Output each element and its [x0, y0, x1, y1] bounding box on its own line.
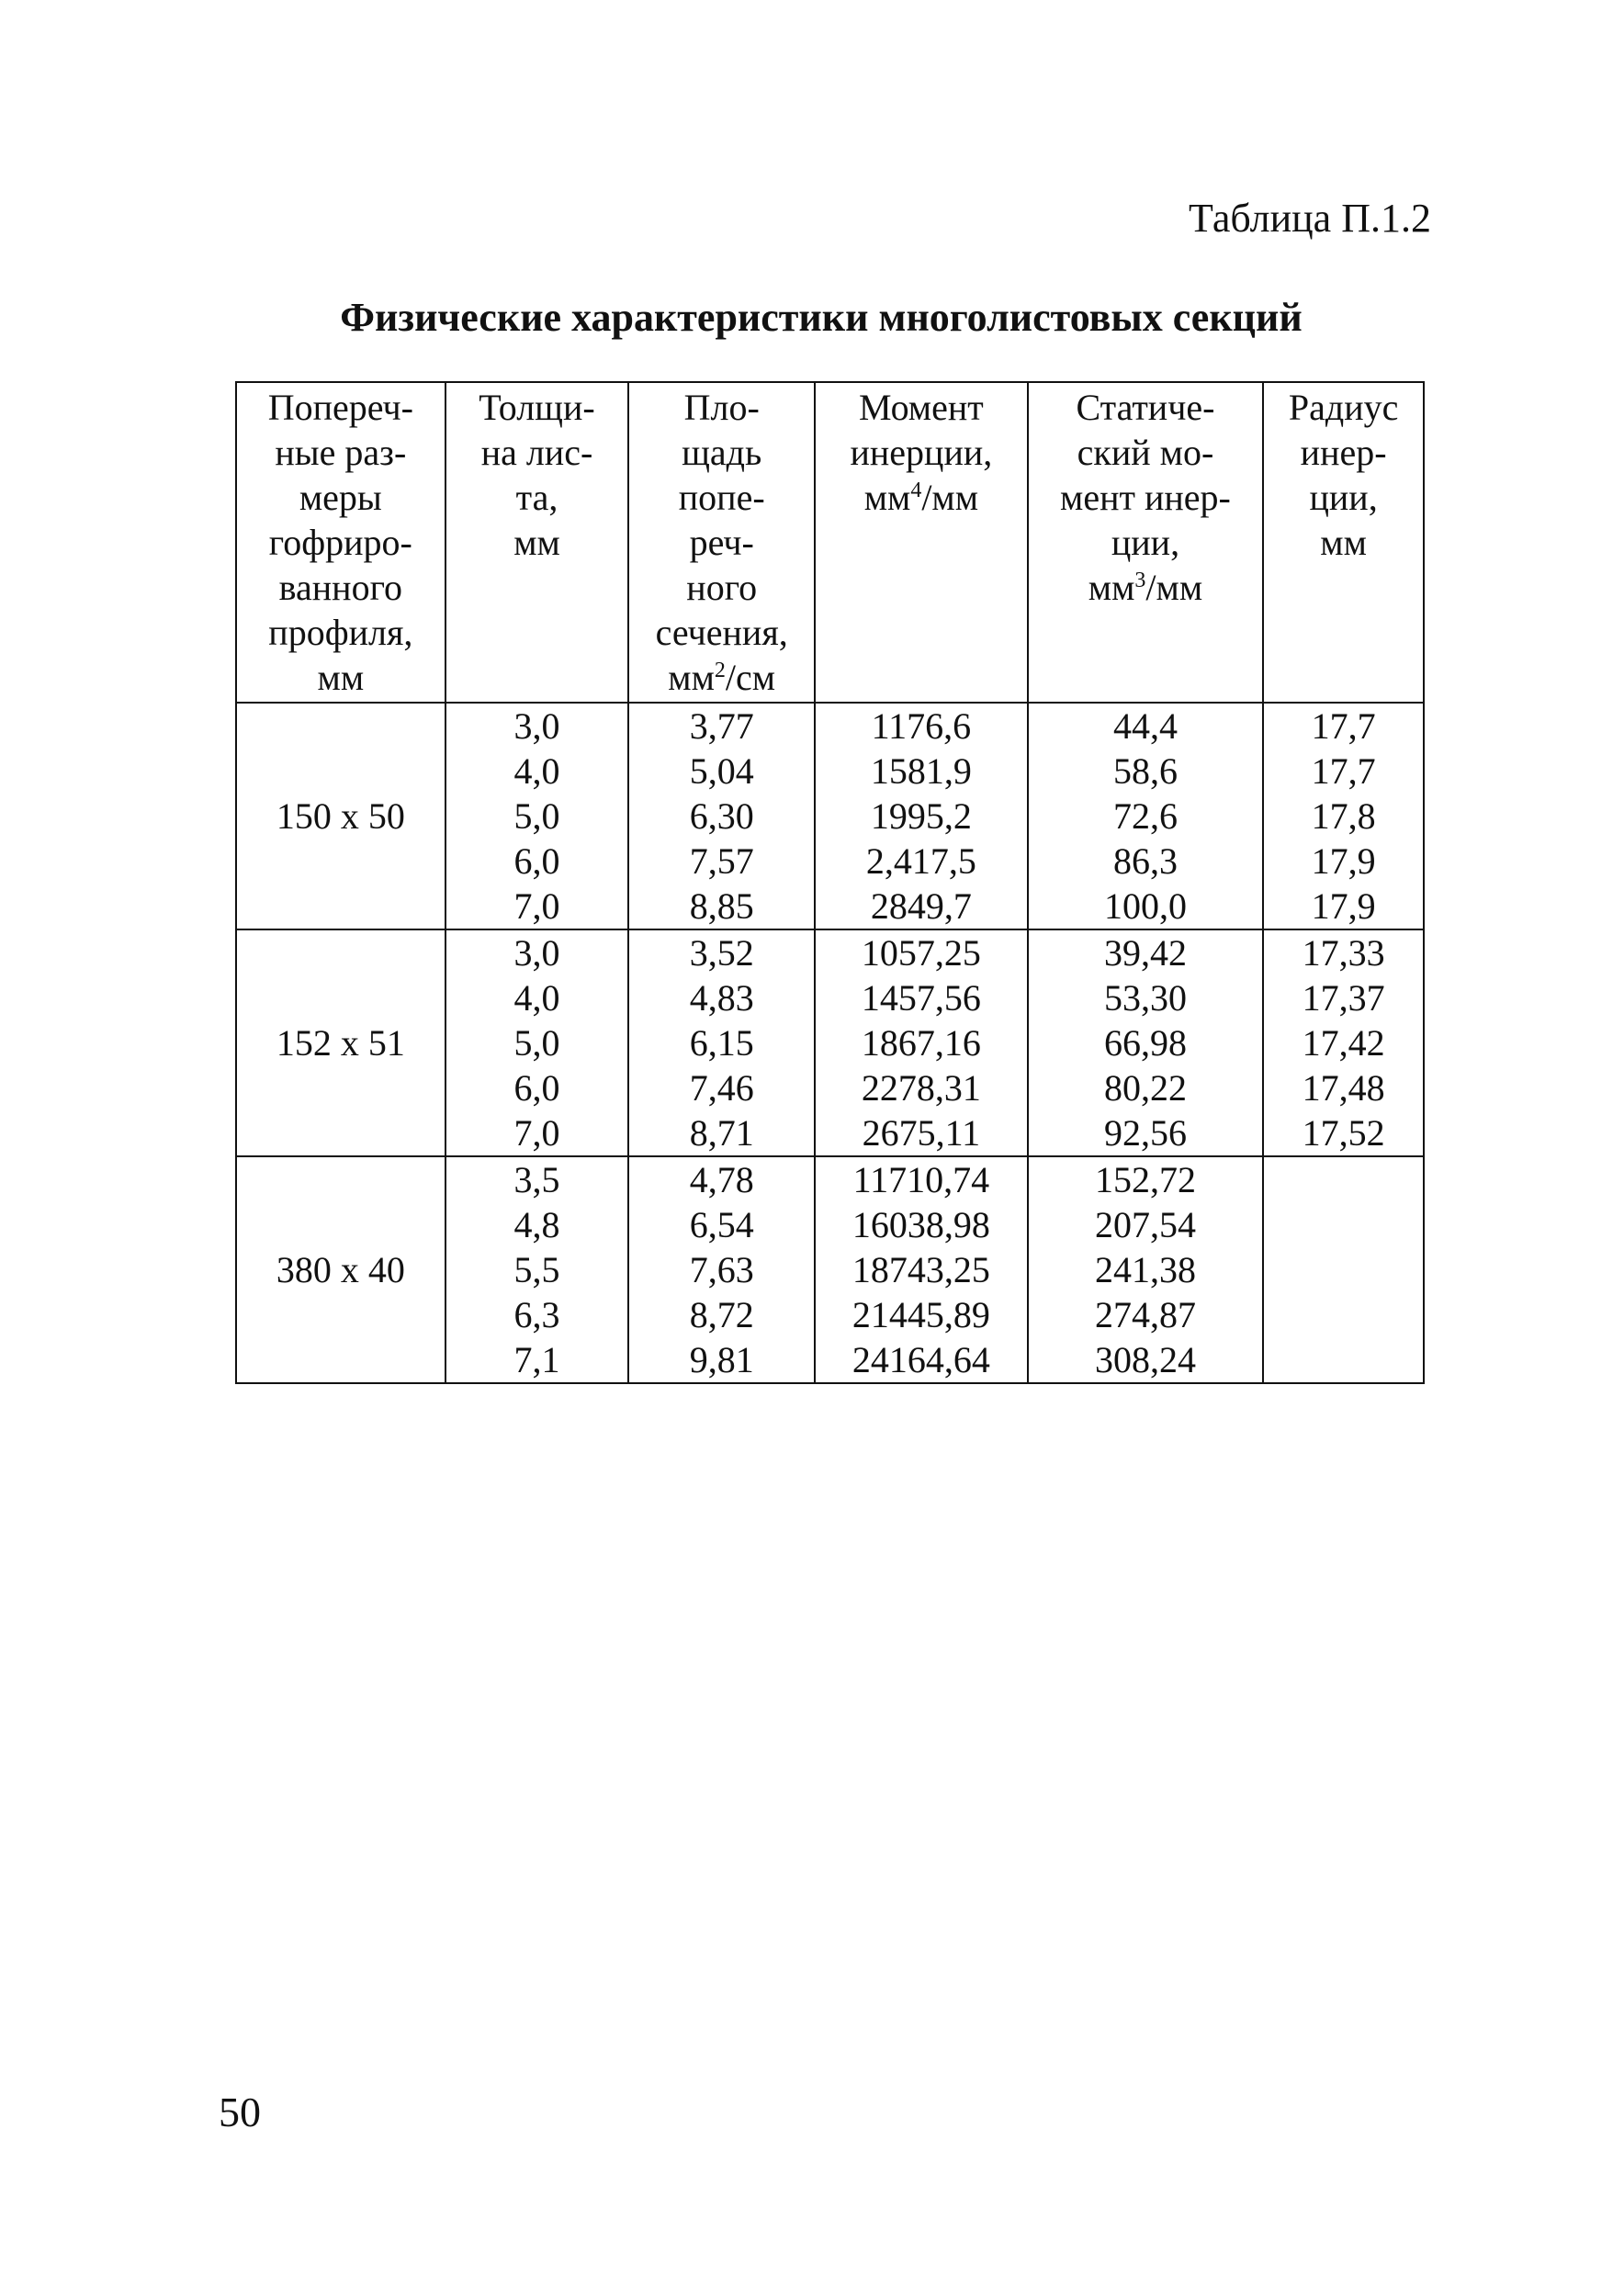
table-cell-value: 17,33	[1302, 932, 1385, 974]
table-cell-value: 24164,64	[851, 1339, 990, 1380]
radius-values	[1263, 703, 1424, 929]
table-cell-value: 7,63	[689, 1249, 754, 1290]
table-cell-value: 4,0	[513, 977, 560, 1019]
table-cell-value: 92,56	[1103, 1112, 1187, 1154]
table-cell-value: 11710,74	[852, 1159, 990, 1200]
table-cell-value: 8,72	[689, 1294, 754, 1335]
table-cell-value: 17,48	[1302, 1067, 1385, 1109]
table-cell-value: 1867,16	[861, 1022, 981, 1064]
table-cell-value: 308,24	[1094, 1339, 1196, 1380]
table-cell-value: 7,0	[513, 885, 560, 927]
table-cell-value: 86,3	[1112, 840, 1178, 882]
table-cell-value: 3,0	[513, 932, 560, 974]
table-cell-value: 17,7	[1311, 750, 1376, 792]
table-row	[236, 929, 1424, 1156]
table-cell-value: 39,42	[1103, 932, 1187, 974]
table-cell-value: 6,0	[513, 840, 560, 882]
table-cell-value: 80,22	[1103, 1067, 1187, 1109]
table-cell-value: 5,04	[689, 750, 754, 792]
table-row	[236, 703, 1424, 929]
header-moment-of-inertia: Момент инерции, $мм^4/мм$	[815, 382, 1028, 703]
table-cell-value: 2278,31	[861, 1067, 981, 1109]
table-cell-value: 4,0	[513, 750, 560, 792]
table-cell-value: 9,81	[689, 1339, 754, 1380]
table-body	[236, 703, 1424, 1383]
moment-values	[815, 703, 1028, 929]
table-cell-value: 44,4	[1112, 705, 1178, 747]
profile-size-cell: 150 х 50	[236, 703, 445, 929]
table-cell-value: 21445,89	[851, 1294, 990, 1335]
table-cell-value: 207,54	[1094, 1204, 1196, 1245]
table-cell-value: 7,57	[689, 840, 754, 882]
table-cell-value: 6,0	[513, 1067, 560, 1109]
thickness-values	[445, 929, 629, 1156]
table-cell-value: 17,37	[1302, 977, 1385, 1019]
table-cell-value: 3,52	[689, 932, 754, 974]
thickness-values	[445, 1156, 629, 1383]
profile-size-cell: 152 х 51	[236, 929, 445, 1156]
table-cell-value: 6,15	[689, 1022, 754, 1064]
table-cell-value: 241,38	[1094, 1249, 1196, 1290]
table-cell-value: 53,30	[1103, 977, 1187, 1019]
table-cell-value: 4,78	[689, 1159, 754, 1200]
header-static-moment: Статиче- ский мо- мент инер- ции, $мм^3/мм$	[1028, 382, 1264, 703]
table-cell-value: 17,9	[1311, 885, 1376, 927]
header-radius-of-gyration: Радиус инер- ции, мм	[1263, 382, 1424, 703]
table-cell-value: 3,77	[689, 705, 754, 747]
table-cell-value: 18743,25	[851, 1249, 990, 1290]
static-moment-values	[1028, 1156, 1264, 1383]
table-cell-value: 5,0	[513, 1022, 560, 1064]
table-cell-value: 6,3	[513, 1294, 560, 1335]
page-number: 50	[219, 2089, 261, 2135]
table-cell-value: 6,30	[689, 795, 754, 837]
table-cell-value: 1176,6	[871, 705, 972, 747]
table-cell-value: 16038,98	[851, 1204, 990, 1245]
table-cell-value: 7,1	[513, 1339, 560, 1380]
table-cell-value: 8,85	[689, 885, 754, 927]
table-cell-value: 66,98	[1103, 1022, 1187, 1064]
table-header-row	[236, 382, 1424, 703]
table-cell-value: 2675,11	[862, 1112, 981, 1154]
moment-values	[815, 1156, 1028, 1383]
static-moment-values	[1028, 929, 1264, 1156]
table-cell-value: 72,6	[1112, 795, 1178, 837]
table-cell-value: 17,42	[1302, 1022, 1385, 1064]
table-cell-value: 1581,9	[870, 750, 972, 792]
moment-values	[815, 929, 1028, 1156]
static-moment-values	[1028, 703, 1264, 929]
table-row	[236, 1156, 1424, 1383]
table-cell-value: 6,54	[689, 1204, 754, 1245]
table-cell-value: 2,417,5	[865, 840, 976, 882]
radius-values	[1263, 929, 1424, 1156]
profile-size-cell: 380 х 40	[236, 1156, 445, 1383]
table-cell-value: 4,8	[513, 1204, 560, 1245]
table-cell-value: 3,0	[513, 705, 560, 747]
header-cross-section-area: Пло- щадь попе- реч- ного сечения, $мм^2/см$	[628, 382, 815, 703]
table-cell-value: 58,6	[1112, 750, 1178, 792]
table-cell-value: 5,5	[513, 1249, 560, 1290]
table-cell-value: 4,83	[689, 977, 754, 1019]
area-values	[628, 1156, 815, 1383]
table-cell-value: 17,9	[1311, 840, 1376, 882]
area-values	[628, 703, 815, 929]
table-cell-value: 7,0	[513, 1112, 560, 1154]
table-label: Таблица П.1.2	[1189, 196, 1431, 241]
table-cell-value: 7,46	[689, 1067, 754, 1109]
table-cell-value: 1457,56	[861, 977, 981, 1019]
table-cell-value: 274,87	[1094, 1294, 1196, 1335]
table-cell-value: 17,7	[1311, 705, 1376, 747]
table-cell-value: 152,72	[1094, 1159, 1196, 1200]
area-values	[628, 929, 815, 1156]
characteristics-table	[235, 381, 1425, 1384]
table-title: Физические характеристики многолистовых секций	[340, 295, 1303, 340]
table-cell-value: 1995,2	[870, 795, 972, 837]
header-sheet-thickness: Толщи- на лис- та, мм	[445, 382, 629, 703]
radius-values	[1263, 1156, 1424, 1383]
table-cell-value: 17,8	[1311, 795, 1376, 837]
table-cell-value: 2849,7	[870, 885, 972, 927]
table-cell-value: 100,0	[1103, 885, 1187, 927]
table-cell-value: 3,5	[513, 1159, 560, 1200]
table-cell-value: 1057,25	[861, 932, 981, 974]
header-cross-section-size: Попереч- ные раз- меры гофриро- ванного профиля, мм	[236, 382, 445, 703]
thickness-values	[445, 703, 629, 929]
table-cell-value: 5,0	[513, 795, 560, 837]
table-cell-value: 17,52	[1302, 1112, 1385, 1154]
table-cell-value: 8,71	[689, 1112, 754, 1154]
